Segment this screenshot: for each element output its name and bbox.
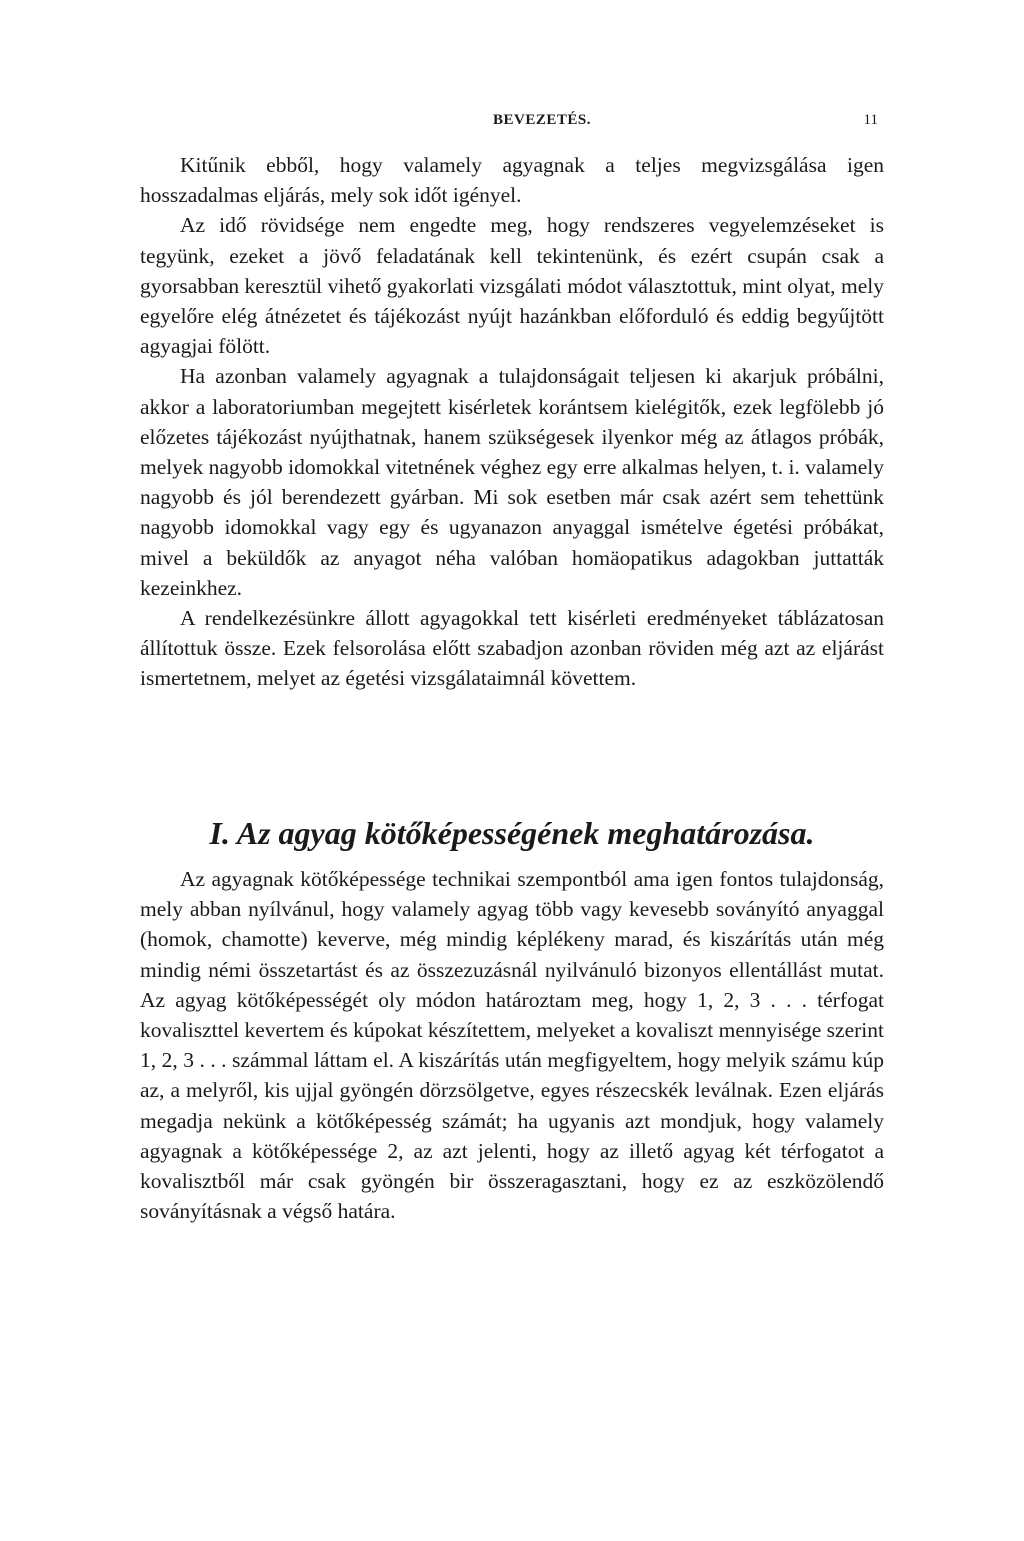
intro-text-block [140, 150, 884, 694]
paragraph: Az agyagnak kötőképessége technikai szempontból ama igen fontos tulajdonság, mely abban nyílvánul, hogy valamely agyag több vagy kevesebb soványító anyaggal (homok, chamotte) keverve, még mindig képlékeny marad, és kiszárítás után még mindig némi összetartást és az összezuzásnál nyilvánuló bizonyos ellentállást mutat. Az agyag kötőképességét oly módon határoztam meg, hogy 1, 2, 3 . . . térfogat kovaliszttel kevertem és kúpokat készítettem, melyeket a kovaliszt mennyisége szerint 1, 2, 3 . . . számmal láttam el. A kiszárítás után megfigyeltem, hogy melyik számu kúp az, a melyről, kis ujjal gyöngén dörzsölgetve, egyes részecskék leválnak. Ezen eljárás megadja nekünk a kötőképesség számát; ha ugyanis azt mondjuk, hogy valamely agyagnak a kötőképessége 2, az azt jelenti, hogy az illető agyag két térfogatot a kovalisztből már csak gyöngén bir összeragasztani, hogy ez az eszközölendő soványításnak a végső határa. [140, 867, 884, 1224]
section-text-block [140, 864, 884, 1226]
section-heading: I. Az agyag kötőképességének meghatározása. [209, 814, 815, 851]
page-number: 11 [863, 112, 878, 128]
paragraph: A rendelkezésünkre állott agyagokkal tett kisérleti eredményeket táblázatosan állítottuk össze. Ezek felsorolása előtt szabadjon azonban röviden még azt az eljárást ismertetnem, melyet az égetési vizsgálataimnál követtem. [140, 606, 884, 691]
paragraph: Kitűnik ebből, hogy valamely agyagnak a teljes megvizsgálása igen hosszadalmas eljárás, mely sok időt igényel. [140, 153, 884, 208]
running-title: BEVEZETÉS. [493, 112, 591, 128]
running-header [140, 112, 884, 136]
paragraph: Az idő rövidsége nem engedte meg, hogy rendszeres vegyelemzéseket is tegyünk, ezeket a jövő feladatának kell tekintenünk, és ezért csupán csak a gyorsabban keresztül vihető gyakorlati vizsgálati módot választottuk, mint olyat, mely egyelőre elég átnézetet és tájékozást nyújt hazánkban előforduló és eddig begyűjtött agyagjai fölött. [140, 213, 884, 359]
paragraph: Ha azonban valamely agyagnak a tulajdonságait teljesen ki akarjuk próbálni, akkor a laboratoriumban megejtett kisérletek korántsem kielégitők, ezek legfölebb jó előzetes tájékozást nyújthatnak, hanem szükségesek ilyenkor még az átlagos próbák, melyek nagyobb idomokkal vitetnének véghez egy erre alkalmas helyen, t. i. valamely nagyobb és jól berendezett gyárban. Mi sok esetben már csak azért sem tehettünk nagyobb idomokkal vagy egy és ugyanazon anyaggal ismételve égetési próbákat, mivel a beküldők az anyagot néha valóban homäopatikus adagokban juttatták kezeinkhez. [140, 364, 884, 600]
